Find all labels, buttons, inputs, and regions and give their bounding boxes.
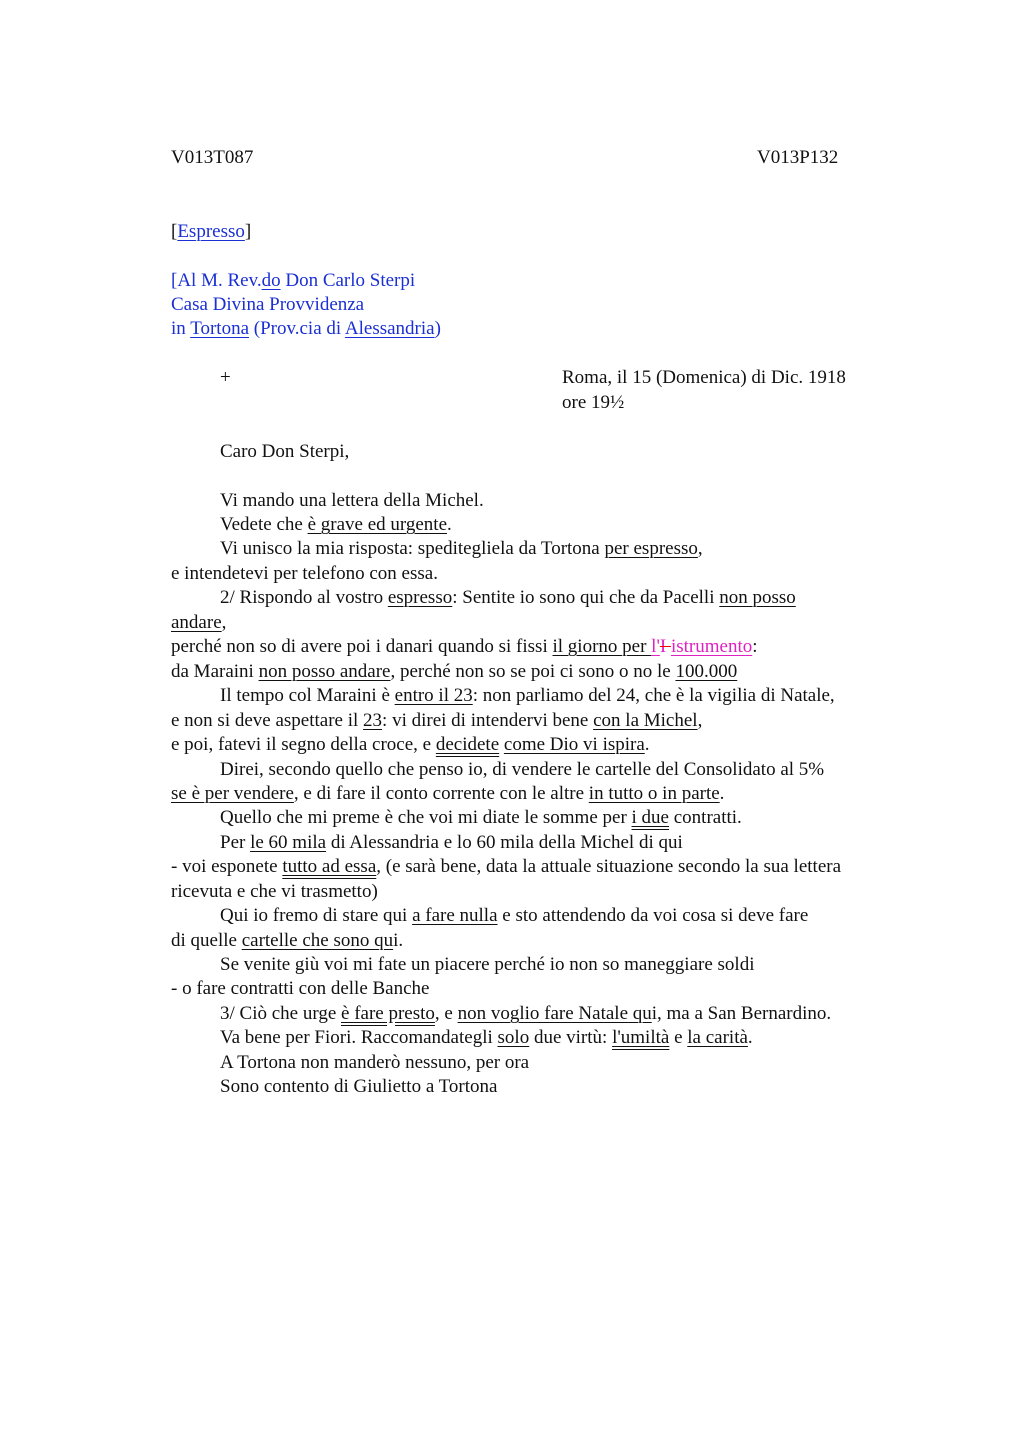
inserted-text: l' (651, 636, 660, 657)
address-close: ) (434, 318, 441, 339)
body-line: e poi, fatevi il segno della croce, e decidete come Dio vi ispira. (171, 734, 650, 755)
bracket-open: [ (171, 221, 178, 242)
express-word: Espresso (177, 221, 245, 242)
address-abbrev-do: do (261, 270, 281, 291)
address-line-2: Casa Divina Provvidenza (171, 294, 365, 315)
document-code-left: V013T087 (171, 147, 254, 168)
body-line: da Maraini non posso andare, perché non so se poi ci sono o no le 100.000 (171, 661, 738, 682)
salutation: Caro Don Sterpi, (220, 441, 350, 462)
body-line: A Tortona non manderò nessuno, per ora (220, 1052, 530, 1073)
body-line: Se venite giù voi mi fate un piacere perché io non so maneggiare soldi (220, 954, 755, 975)
body-line: - voi esponete tutto ad essa, (e sarà bene, data la attuale situazione secondo la sua lettera (171, 856, 842, 877)
address-line-3 (171, 317, 441, 341)
body-line: Quello che mi preme è che voi mi diate le somme per i due contratti. (220, 807, 742, 828)
document-code-right: V013P132 (757, 147, 839, 168)
body-line: se è per vendere, e di fare il conto corrente con le altre in tutto o in parte. (171, 783, 725, 804)
body-line: e intendetevi per telefono con essa. (171, 563, 438, 584)
cross-mark: + (220, 367, 231, 388)
body-line: Il tempo col Maraini è entro il 23: non parliamo del 24, che è la vigilia di Natale, (220, 685, 835, 706)
body-line: perché non so di avere poi i danari quando si fissi il giorno per l'I istrumento: (171, 636, 758, 657)
body-line: Per le 60 mila di Alessandria e lo 60 mila della Michel di qui (220, 832, 683, 853)
express-note (171, 220, 251, 244)
address-province: Alessandria (344, 318, 435, 339)
body-line: Vi unisco la mia risposta: speditegliela da Tortona per espresso, (220, 538, 703, 559)
address-line-1 (171, 269, 415, 293)
address-city: Tortona (190, 318, 250, 339)
address-recipient-name: Don Carlo Sterpi (280, 270, 416, 291)
body-line: ricevuta e che vi trasmetto) (171, 881, 378, 902)
address-province-label: (Prov.cia di (249, 318, 345, 339)
place-date: Roma, il 15 (Domenica) di Dic. 1918 (562, 367, 846, 388)
body-line: andare, (171, 612, 227, 633)
body-line: e non si deve aspettare il 23: vi direi di intendervi bene con la Michel, (171, 710, 703, 731)
address-recipient-title: [Al M. Rev. (171, 270, 262, 291)
address-in: in (171, 318, 191, 339)
body-line: 2/ Rispondo al vostro espresso: Sentite io sono qui che da Pacelli non posso (220, 587, 796, 608)
time-line: ore 19½ (562, 392, 625, 413)
body-line: - o fare contratti con delle Banche (171, 978, 430, 999)
inserted-text: istrumento (670, 636, 753, 657)
body-line: Qui io fremo di stare qui a fare nulla e sto attendendo da voi cosa si deve fare (220, 905, 809, 926)
body-line: Direi, secondo quello che penso io, di vendere le cartelle del Consolidato al 5% (220, 759, 825, 780)
body-line: di quelle cartelle che sono qui. (171, 930, 404, 951)
deleted-text: I (659, 636, 671, 657)
bracket-close: ] (244, 221, 252, 242)
body-line: 3/ Ciò che urge è fare presto, e non voglio fare Natale qui, ma a San Bernardino. (220, 1003, 832, 1024)
body-line: Sono contento di Giulietto a Tortona (220, 1076, 498, 1097)
body-line: Vi mando una lettera della Michel. (220, 490, 484, 511)
body-line: Va bene per Fiori. Raccomandategli solo due virtù: l'umiltà e la carità. (220, 1027, 753, 1048)
body-line: Vedete che è grave ed urgente. (220, 514, 452, 535)
